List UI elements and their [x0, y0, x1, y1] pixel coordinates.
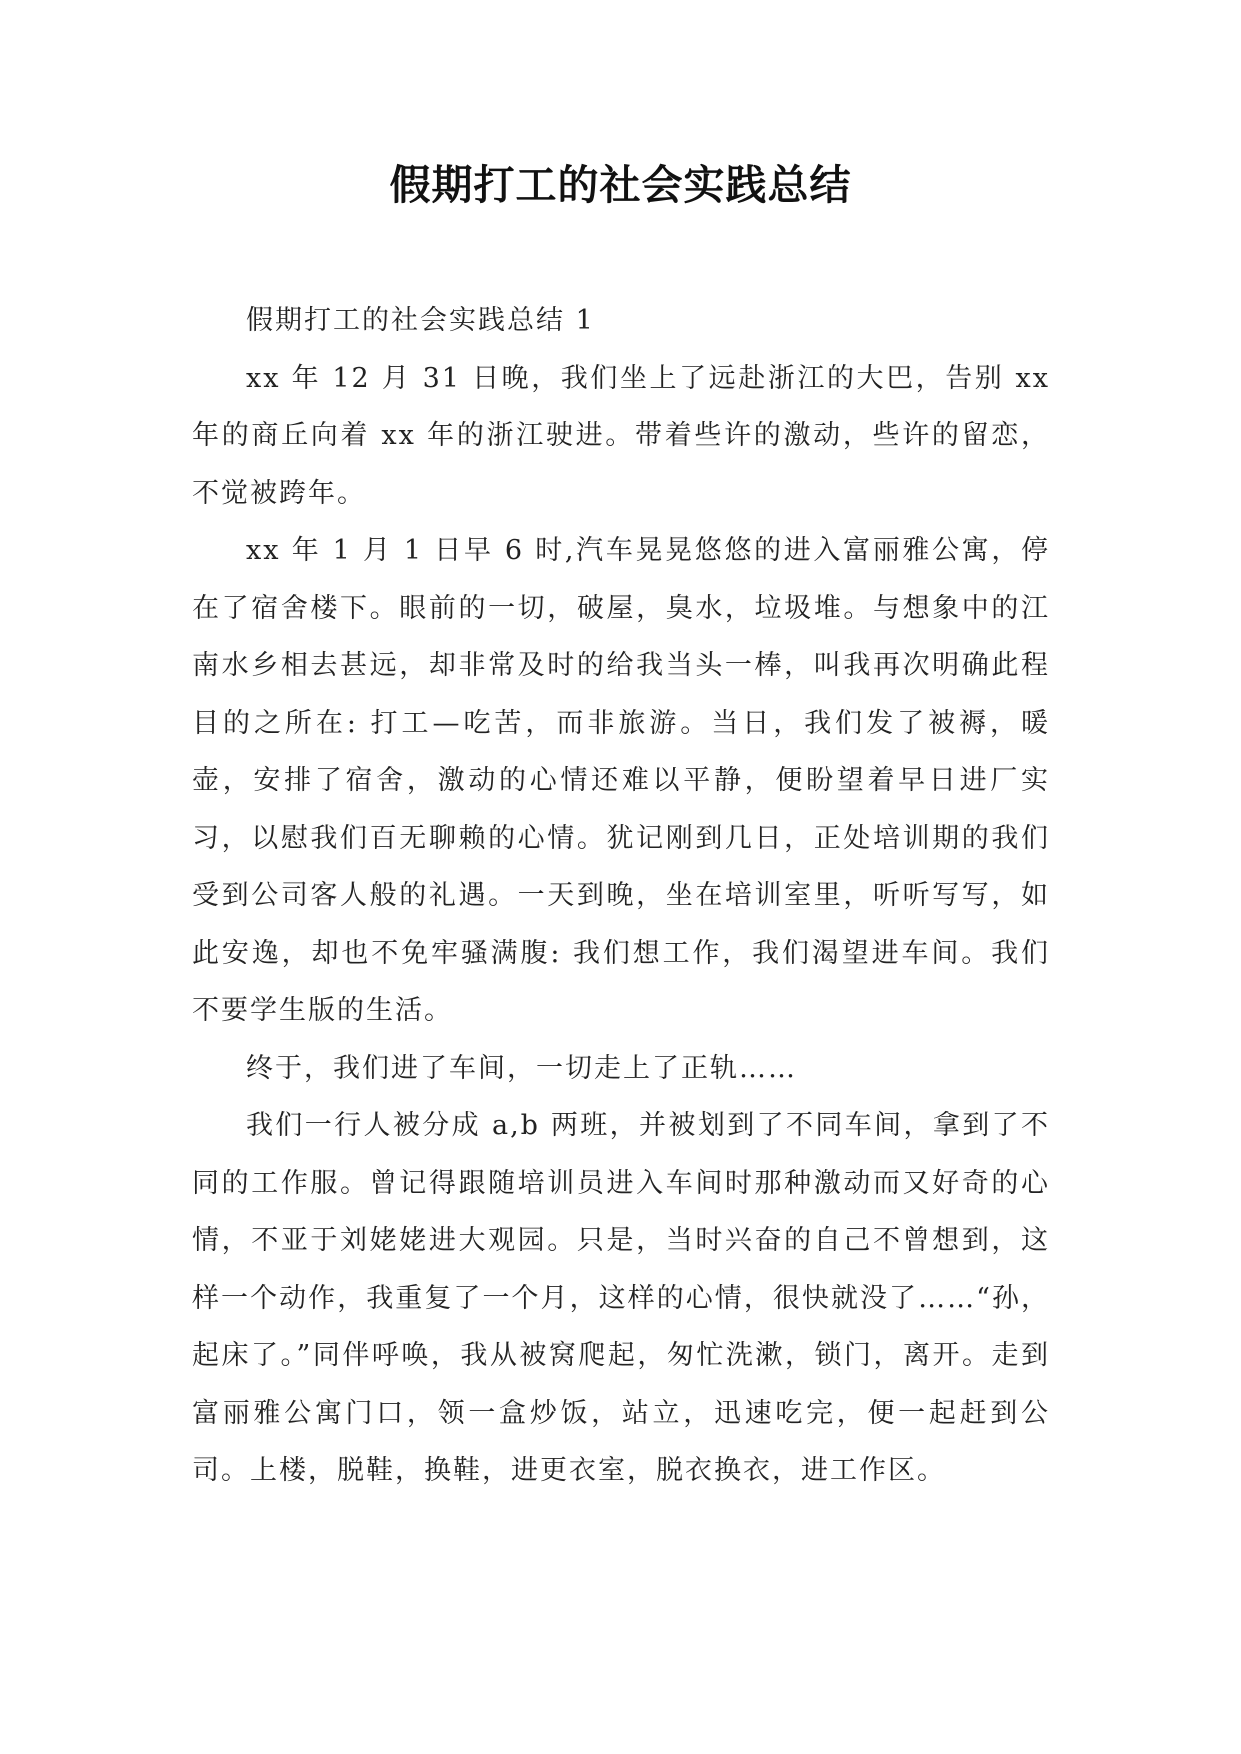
paragraph: xx 年 1 月 1 日早 6 时,汽车晃晃悠悠的进入富丽雅公寓，停在了宿舍楼下。眼前的一切，破屋，臭水，垃圾堆。与想象中的江南水乡相去甚远，却非常及时的给我当头一棒，叫我再次明确此程目的之所在: 打工—吃苦，而非旅游。当日，我们发了被褥，暖壶，安排了宿舍，激动的心情还难以平静，便盼望着早日进厂实习，以慰我们百无聊赖的心情。犹记刚到几日，正处培训期的我们受到公司客人般的礼遇。一天到晚，坐在培训室里，听听写写，如此安逸，却也不免牢骚满腹: 我们想工作，我们渴望进车间。我们不要学生版的生活。 — [192, 535, 1050, 1026]
paragraph: xx 年 12 月 31 日晚，我们坐上了远赴浙江的大巴，告别 xx 年的商丘向着 xx 年的浙江驶进。带着些许的激动，些许的留恋，不觉被跨年。 — [192, 362, 1050, 509]
section-heading: 假期打工的社会实践总结 1 — [246, 305, 595, 336]
paragraph: 终于，我们进了车间，一切走上了正轨…… — [246, 1052, 797, 1084]
document-title: 假期打工的社会实践总结 — [389, 161, 852, 209]
paragraph: 我们一行人被分成 a,b 两班，并被划到了不同车间，拿到了不同的工作服。曾记得跟随培训员进入车间时那种激动而又好奇的心情，不亚于刘姥姥进大观园。只是，当时兴奋的自己不曾想到，这样一个动作，我重复了一个月，这样的心情，很快就没了……“孙，起床了。”同伴呼唤，我从被窝爬起，匆忙洗漱，锁门，离开。走到富丽雅公寓门口，领一盒炒饭，站立，迅速吃完，便一起赶到公司。上楼，脱鞋，换鞋，进更衣室，脱衣换衣，进工作区。 — [192, 1110, 1050, 1486]
document-body — [192, 292, 1050, 1500]
